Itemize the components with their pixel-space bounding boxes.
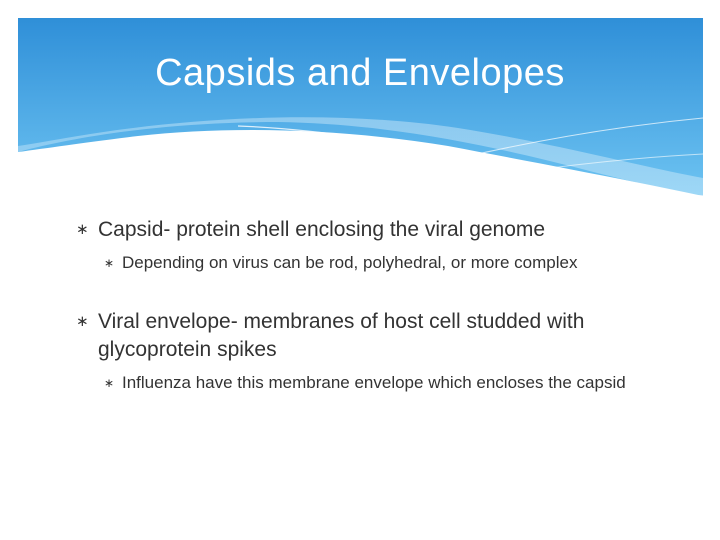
bullet-asterisk-icon: ∗ xyxy=(76,313,89,330)
sub-bullet-capsid-shape xyxy=(104,250,664,276)
bullet-capsid xyxy=(76,216,656,244)
bullet-asterisk-icon: ∗ xyxy=(104,376,115,390)
bullet-asterisk-icon: ∗ xyxy=(76,221,89,238)
bullet-asterisk-icon: ∗ xyxy=(104,256,115,270)
bullet-text: Capsid- protein shell enclosing the viral genome xyxy=(98,218,546,241)
bullet-viral-envelope xyxy=(76,308,656,364)
slide-title: Capsids and Envelopes xyxy=(155,52,565,94)
sub-bullet-text: Depending on virus can be rod, polyhedral, or more complex xyxy=(122,253,578,272)
bullet-text: Viral envelope- membranes of host cell studded with glycoprotein spikes xyxy=(98,310,585,361)
sub-bullet-text: Influenza have this membrane envelope which encloses the capsid xyxy=(122,373,626,392)
sub-bullet-influenza xyxy=(104,370,664,396)
